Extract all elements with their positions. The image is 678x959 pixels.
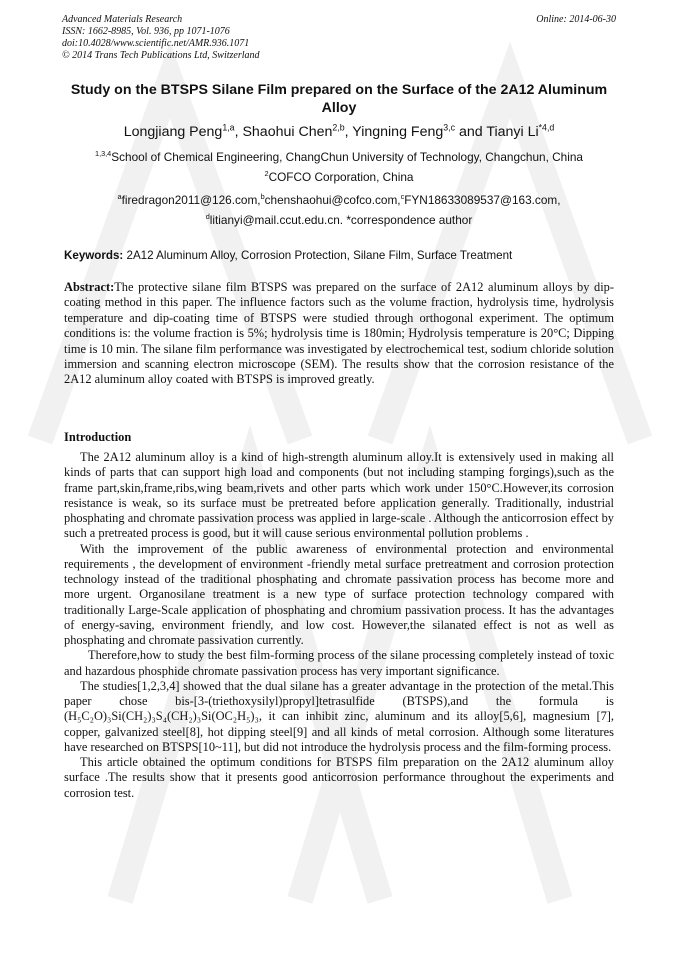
email-superscript: d bbox=[205, 212, 210, 222]
email-link[interactable]: firedragon2011@126.com, bbox=[121, 193, 261, 207]
paragraph-text: , it can inhibit zinc, aluminum and its alloy[5,6], magnesium [7], copper, galvanized steel[8], hot dipping steel[9] and all kinds of metal corrosion. Although some literatures have researched on BTSPS[10~11], but did not introduce the hydrolysis process and the film-forming process. bbox=[64, 709, 614, 754]
keywords-text: 2A12 Aluminum Alloy, Corrosion Protection, Silane Film, Surface Treatment bbox=[123, 249, 513, 262]
abstract-text: The protective silane film BTSPS was prepared on the surface of 2A12 aluminum alloys by dip-coating method in this paper. The influence factors such as the volume fraction, hydrolysis time, hydrolysis temperature and dip-coating time of BTSPS were studied through orthogonal experiment. The optimum conditions is: the volume fraction is 5%; hydrolysis time is 180min; Hydrolysis temperature is 20°C; Dipping time is 10 min. The silane film performance was investigated by electrochemical test, sodium chloride solution immersion and scanning electron microscope (SEM). The results show that the corrosion resistance of the 2A12 aluminum alloy coated with BTSPS is improved greatly. bbox=[64, 280, 614, 387]
author-superscript: *4,d bbox=[538, 122, 555, 133]
journal-name: Advanced Materials Research bbox=[62, 14, 183, 25]
paragraph bbox=[64, 679, 614, 755]
affiliation-2 bbox=[62, 170, 616, 184]
affiliation-1 bbox=[62, 150, 616, 164]
journal-header bbox=[62, 14, 616, 62]
keywords-label: Keywords: bbox=[64, 249, 124, 262]
email-link[interactable]: chenshaohui@cofco.com, bbox=[264, 193, 401, 207]
author-conjunction: and bbox=[455, 124, 487, 140]
paragraph: This article obtained the optimum conditions for BTSPS film preparation on the 2A12 aluminum alloy surface .The results show that it presents good anticorrosion performance throughout the experiments and corrosion test. bbox=[64, 755, 614, 800]
author-name: Shaohui Chen bbox=[242, 124, 333, 140]
online-date: Online: 2014-06-30 bbox=[536, 14, 616, 25]
paragraph: The 2A12 aluminum alloy is a kind of high-strength aluminum alloy.It is extensively used in making all kinds of parts that can support high load and components (but not including stamping forgings),such as the frame part,skin,frame,ribs,wing beam,rivets and other parts which work under 150°C.However,its corrosion resistance is weak, so its surface must be pretreated before application generally. Traditionally, industrial phosphating and chromate passivation process was applied in large-scale . Although the anticorrosion effect by such a pretreated process is good, but it will cause serious environmental pollution problems . bbox=[64, 450, 614, 541]
correspondence-email bbox=[62, 213, 616, 227]
introduction-body bbox=[64, 450, 614, 801]
author-superscript: 1,a bbox=[222, 122, 235, 133]
author-list: Longjiang Peng$^{1,a}$, Shaohui Chen$^{2,b}$, Yingning Feng$^{3,c}$ and Tianyi Li$^{*4,d}$ bbox=[123, 122, 555, 140]
email-superscript: c bbox=[400, 192, 405, 202]
email-superscript: a bbox=[117, 192, 122, 202]
journal-issn: ISSN: 1662-8985, Vol. 936, pp 1071-1076 bbox=[62, 26, 230, 37]
keywords bbox=[64, 249, 616, 263]
affiliation-superscript: 2 bbox=[264, 169, 269, 179]
author-name: Tianyi Li bbox=[486, 124, 539, 140]
journal-copyright: © 2014 Trans Tech Publications Ltd, Switzerland bbox=[62, 50, 260, 61]
author-emails bbox=[62, 193, 616, 207]
abstract bbox=[64, 280, 614, 388]
journal-doi: doi:10.4028/www.scientific.net/AMR.936.1071 bbox=[62, 38, 250, 49]
paragraph-text: The studies[1,2,3,4] showed that the dual silane has a greater advantage in the protection of the metal.This paper chose bis-[3-(triethoxysilyl)propyl]tetrasulfide (BTSPS),and the formula is bbox=[64, 678, 614, 708]
author-superscript: 3,c bbox=[443, 122, 455, 133]
abstract-label: Abstract: bbox=[64, 280, 115, 294]
paragraph: Therefore,how to study the best film-forming process of the silane processing completely instead of toxic and hazardous phosphide chromate passivation process has very important significance. bbox=[64, 648, 614, 678]
paragraph: With the improvement of the public awareness of environmental protection and environmental requirements , the development of environment -friendly metal surface pretreatment and corrosion protection technology instead of the traditional phosphating and chromate passivation process has become more and more urgent. Organosilane treatment is a new type of surface protection technology compared with traditionally Large-Scale application of phosphating and chromium passivation process. It has the advantages of energy-saving, environment friendly, and low cost. However,the silanated effect is not as well as phosphating and chromate passivation currently. bbox=[64, 541, 614, 647]
author-name: Longjiang Peng bbox=[123, 124, 223, 140]
affiliation-text: School of Chemical Engineering, ChangChun University of Technology, Changchun, China bbox=[111, 150, 583, 164]
author-superscript: 2,b bbox=[332, 122, 345, 133]
introduction-heading: Introduction bbox=[64, 430, 132, 444]
email-superscript: b bbox=[260, 192, 265, 202]
email-link[interactable]: FYN18633089537@163.com, bbox=[404, 193, 561, 207]
author-name: Yingning Feng bbox=[352, 124, 444, 140]
affiliation-text: COFCO Corporation, China bbox=[268, 170, 414, 184]
chemical-formula: (H₅C₂O)₃Si(CH₂)₃S₄(CH₂)₃Si(OC₂H₅)₃ bbox=[64, 709, 259, 724]
email-link[interactable]: litianyi@mail.ccut.edu.cn. *correspondence author bbox=[209, 213, 473, 227]
affiliation-superscript: 1,3,4 bbox=[95, 149, 112, 159]
paper-title: Study on the BTSPS Silane Film prepared on the Surface of the 2A12 Aluminum Alloy bbox=[70, 82, 608, 116]
